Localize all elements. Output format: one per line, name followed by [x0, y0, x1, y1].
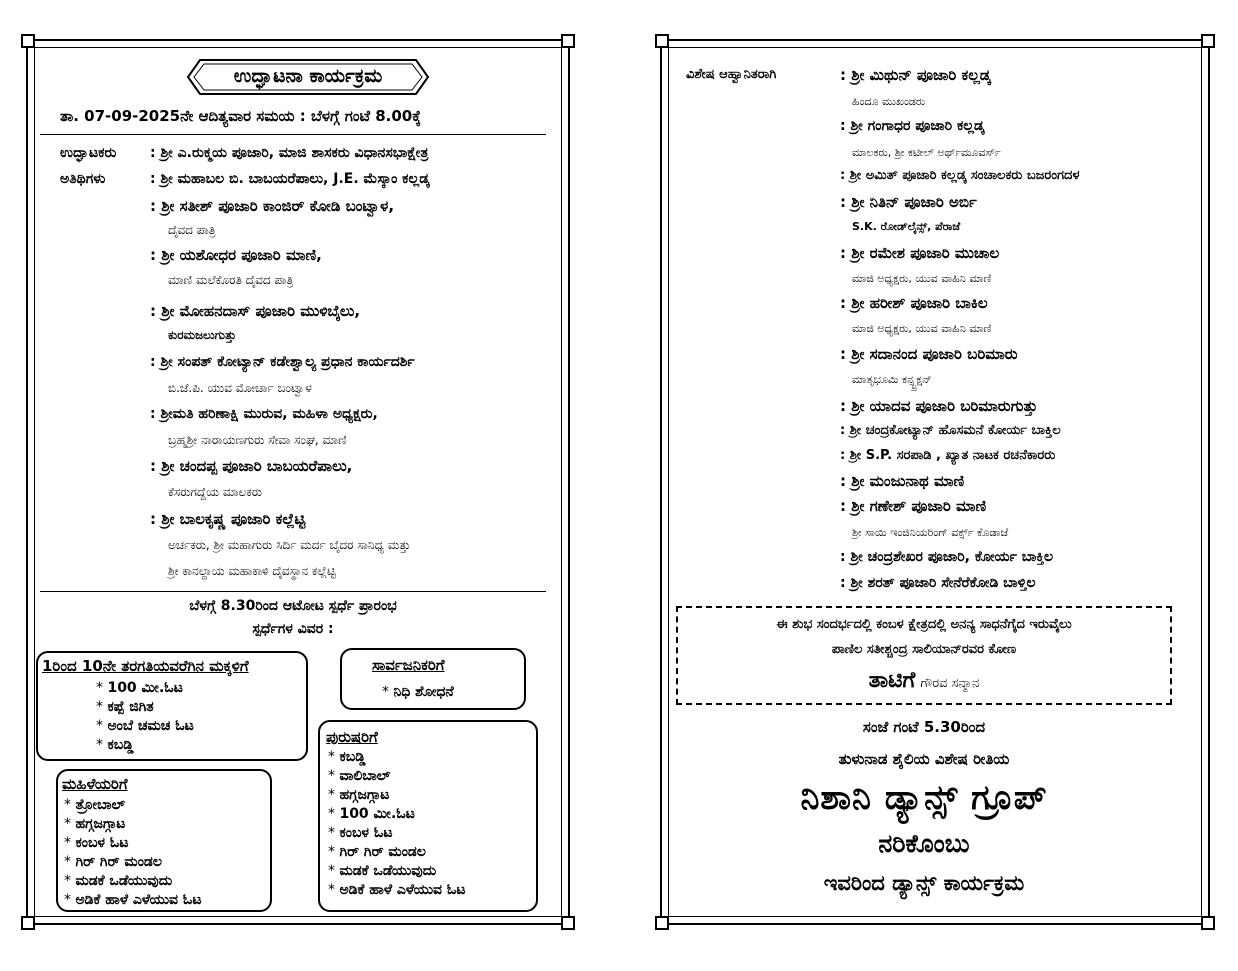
corner-ornament [655, 916, 669, 930]
guest-name: ಶ್ರೀ ಬಾಲಕೃಷ್ಣ ಪೂಜಾರಿ ಕಲ್ಲೆಟ್ಟಿ [161, 510, 306, 528]
guest-name: ಶ್ರೀ ಸಂಪತ್ ಕೋಟ್ಯಾನ್ ಕಡೇಶ್ವಾಲ್ಯ ಪ್ರಧಾನ ಕಾರ್ಯದರ್ಶಿ [160, 354, 415, 370]
invitee-desc: S.K. ರೋಡ್‌ಲೈನ್ಸ್, ಪೆರಾಜೆ [852, 220, 961, 233]
kids-title: 1ರಿಂದ 10ನೇ ತರಗತಿಯವರೆಗಿನ ಮಕ್ಕಳಿಗೆ [42, 657, 249, 675]
invitee-desc: ಮಾಜಿ ಅಧ್ಯಕ್ಷರು, ಯುವ ವಾಹಿನಿ ಮಾಣಿ [852, 272, 992, 285]
invitee-name: ಶ್ರೀ ರಮೇಶ ಪೂಜಾರಿ ಮುಚಾಲ [851, 244, 1000, 262]
games-details: ಸ್ಪರ್ಧೆಗಳ ವಿವರ : [252, 621, 334, 637]
honor-small: ಗೌರವ ಸನ್ಮಾನ [920, 676, 980, 691]
honor-big: ತಾಟಿಗೆ [868, 668, 916, 693]
honor-line-2: ಪಾಣಿಲ ಸತೀಶ್ಚಂದ್ರ ಸಾಲಿಯಾನ್‌ರವರ ಕೋಣ [831, 642, 1017, 657]
list-item: * ಅಂಬೆ ಚಮಚ ಓಟ [96, 717, 194, 736]
group-name: ನಿಶಾನಿ ಡ್ಯಾನ್ಸ್ ಗ್ರೂಪ್ [800, 778, 1048, 818]
guest-desc: ಶ್ರೀ ಕಾನಲ್ದಾಯ ಮಹಾಕಾಳಿ ದೈವಸ್ಥಾನ ಕಲ್ಲೆಟ್ಟಿ [168, 564, 336, 578]
guest-desc: ಕೆಸರುಗದ್ದೆಯ ಮಾಲಕರು [168, 485, 262, 499]
list-item: * ಹಗ್ಗಜಗ್ಗಾಟ [328, 786, 465, 805]
invitee-name: ಶ್ರೀ ಗಂಗಾಧರ ಪೂಜಾರಿ ಕಲ್ಲಡ್ಕ [850, 118, 985, 134]
guest-name: ಶ್ರೀ ಯಶೋಧರ ಪೂಜಾರಿ ಮಾಣಿ, [161, 246, 322, 264]
invitee-name: ಶ್ರೀ ಯಾದವ ಪೂಜಾರಿ ಬರಿಮಾರುಗುತ್ತು [851, 397, 1038, 415]
honor-line-1: ಈ ಶುಭ ಸಂದರ್ಭದಲ್ಲಿ ಕಂಬಳ ಕ್ಷೇತ್ರದಲ್ಲಿ ಅನನ್ಯ ಸಾಧನೆಗೈದ ಇರುವೈಲು [776, 617, 1072, 632]
list-item: * ಗಿರ್ ಗಿರ್ ಮಂಡಲ [64, 853, 201, 872]
invitee-name: ಶ್ರೀ ಅಮಿತ್ ಪೂಜಾರಿ ಕಲ್ಲಡ್ಕ ಸಂಚಾಲಕರು ಬಜರಂಗದಳ [849, 168, 1080, 183]
list-item: * ಗಿರ್ ಗಿರ್ ಮಂಡಲ [328, 843, 465, 862]
list-item: * 100 ಮೀ.ಓಟ [96, 679, 194, 698]
list-item: * ನಿಧಿ ಶೋಧನೆ [382, 683, 454, 702]
guest-name: ಶ್ರೀ ಚಂದಪ್ಪ ಪೂಜಾರಿ ಬಾಬಯರೆಪಾಲು, [161, 457, 353, 475]
guest-desc: ಕುರಮಜಲುಗುತ್ತು [168, 328, 237, 342]
date-line: ತಾ. 07-09-2025ನೇ ಆದಿತ್ಯವಾರ ಸಮಯ : ಬೆಳಗ್ಗೆ ಗಂಟೆ 8.00ಕ್ಕೆ [60, 107, 421, 125]
corner-ornament [1201, 34, 1215, 48]
corner-ornament [1201, 916, 1215, 930]
list-item: * ತ್ರೋಬಾಲ್ [64, 796, 201, 815]
invitee-desc: ಹಿಂದೂ ಮುಖಂಡರು [852, 95, 926, 108]
invitee-desc: ಮಾತೃಭೂಮಿ ಕನ್ಸ್ಟ್ರಕ್ಷನ್ [852, 373, 932, 386]
divider [40, 591, 546, 592]
games-start: ಬೆಳಗ್ಗೆ 8.30ರಿಂದ ಆಟೋಟ ಸ್ಪರ್ಧೆ ಪ್ರಾರಂಭ [189, 598, 397, 614]
invitee-name: ಶ್ರೀ ಮಿಥುನ್ ಪೂಜಾರಿ ಕಲ್ಲಡ್ಕ [851, 66, 991, 84]
women-title: ಮಹಿಳೆಯರಿಗೆ [62, 775, 128, 793]
guest-name: ಶ್ರೀಮತಿ ಹರಿಣಾಕ್ಷಿ ಮುರುವ, ಮಹಿಳಾ ಅಧ್ಯಕ್ಷರು, [160, 406, 378, 422]
list-item: * ಕಂಬಳ ಓಟ [328, 824, 465, 843]
list-item: * ಕಬಡ್ಡಿ [328, 748, 465, 767]
corner-ornament [561, 916, 575, 930]
list-item: * ಅಡಿಕೆ ಹಾಳೆ ಎಳೆಯುವ ಓಟ [64, 891, 201, 910]
list-item: * ಮಡಕೆ ಒಡೆಯುವುದು [64, 872, 201, 891]
group-place: ನರಿಕೊಂಬು [878, 829, 970, 858]
inaugurator-name: ಶ್ರೀ ಎ.ರುಕ್ಮಯ ಪೂಜಾರಿ, ಮಾಜಿ ಶಾಸಕರು ವಿಧಾನಸಭಾಕ್ಷೇತ್ರ [160, 145, 429, 161]
guest-desc: ದೈವದ ಪಾತ್ರಿ [168, 223, 216, 237]
invitee-name: ಶ್ರೀ ಹರೀಶ್ ಪೂಜಾರಿ ಬಾಕಿಲ [851, 294, 988, 312]
invitee-name: ಶ್ರೀ ಮಂಜುನಾಥ ಮಾಣಿ [851, 472, 965, 490]
public-list [382, 683, 454, 702]
invitee-name: ಶ್ರೀ ಚಂದ್ರಶೇಖರ ಪೂಜಾರಿ, ಕೋರ್ಯ ಬಾಕ್ತಿಲ [850, 549, 1054, 565]
invitee-desc: ಮಾಲಕರು, ಶ್ರೀ ಕಟೀಲ್ ಅರ್ಥ್‌ಮೂವರ್ಸ್ [852, 146, 1001, 159]
guest-name: ಶ್ರೀ ಮಹಾಬಲ ಬಿ. ಬಾಬಯರೆಪಾಲು, J.E. ಮೆಸ್ಕಾಂ ಕಲ್ಲಡ್ಕ [160, 171, 430, 187]
divider [40, 134, 546, 135]
dance-program: ಇವರಿಂದ ಡ್ಯಾನ್ಸ್ ಕಾರ್ಯಕ್ರಮ [823, 871, 1025, 895]
list-item: * ವಾಲಿಬಾಲ್ [328, 767, 465, 786]
guest-desc: ಅರ್ಚಕರು, ಶ್ರೀ ಮಹಾಗುರು ಸಿರ್ದಿ ಮರ್ದ ಬೈದರ ಸಾನಿಧ್ಯ ಮತ್ತು [168, 538, 411, 552]
invitee-name: ಶ್ರೀ ಚಂದ್ರಕೋಟ್ಯಾನ್ ಹೊಸಮನೆ ಕೋರ್ಯ ಬಾಕ್ತಿಲ [849, 423, 1061, 438]
guest-desc: ಮಾಣಿ ಮಲೆಕೊರತಿ ದೈವದ ಪಾತ್ರಿ [168, 273, 294, 287]
guest-name: ಶ್ರೀ ಸತೀಶ್ ಪೂಜಾರಿ ಕಾಂಜಿರ್ ಕೋಡಿ ಬಂಟ್ವಾಳ, [161, 197, 395, 215]
invitee-desc: ಶ್ರೀ ಸಾಯಿ ಇಂಜಿನಿಯರಿಂಗ್ ವರ್ಕ್ಸ್ ಕೊಡಾಜೆ [852, 526, 1009, 539]
guest-desc: ಬಿ.ಜೆ.ಪಿ. ಯುವ ಮೋರ್ಚಾ ಬಂಟ್ವಾಳ [168, 381, 312, 395]
style-line: ತುಳುನಾಡ ಶೈಲಿಯ ವಿಶೇಷ ರೀತಿಯ [838, 750, 1010, 768]
corner-ornament [21, 916, 35, 930]
list-item: * ಅಡಿಕೆ ಹಾಳೆ ಎಳೆಯುವ ಓಟ [328, 881, 465, 900]
guest-name: ಶ್ರೀ ಮೋಹನದಾಸ್ ಪೂಜಾರಿ ಮುಳಿಬೈಲು, [161, 302, 361, 320]
list-item: * ಮಡಕೆ ಒಡೆಯುವುದು [328, 862, 465, 881]
men-title: ಪುರುಷರಿಗೆ [326, 728, 378, 746]
public-title: ಸಾರ್ವಜನಿಕರಿಗೆ [372, 656, 445, 674]
corner-ornament [21, 34, 35, 48]
inaugurator-label: ಉದ್ಘಾಟಕರು [60, 145, 117, 161]
kids-list [96, 679, 194, 755]
invitee-desc: ಮಾಜಿ ಅಧ್ಯಕ್ಷರು, ಯುವ ವಾಹಿನಿ ಮಾಣಿ [852, 322, 992, 335]
list-item: * ಕಂಬಳ ಓಟ [64, 834, 201, 853]
invitee-name: ಶ್ರೀ ಶರತ್ ಪೂಜಾರಿ ಸೇನೆರೆಕೋಡಿ ಬಾಳ್ತಿಲ [850, 575, 1036, 591]
list-item: * 100 ಮೀ.ಓಟ [328, 805, 465, 824]
list-item: * ಕಪ್ಪೆ ಜಿಗಿತ [96, 698, 194, 717]
invitee-name: ಶ್ರೀ ನಿತಿನ್ ಪೂಜಾರಿ ಅರ್ಬಿ [851, 193, 977, 211]
corner-ornament [561, 34, 575, 48]
page-title: ಉದ್ಘಾಟನಾ ಕಾರ್ಯಕ್ರಮ [233, 65, 383, 87]
special-invitees-label: ವಿಶೇಷ ಆಹ್ವಾನಿತರಾಗಿ [686, 67, 777, 82]
invitee-name: ಶ್ರೀ ಗಣೇಶ್ ಪೂಜಾರಿ ಮಾಣಿ [851, 497, 987, 515]
corner-ornament [655, 34, 669, 48]
evening-time: ಸಂಜೆ ಗಂಟೆ 5.30ರಿಂದ [862, 718, 986, 736]
men-list [328, 748, 465, 900]
invitee-name: ಶ್ರೀ ಸದಾನಂದ ಪೂಜಾರಿ ಬರಿಮಾರು [851, 345, 1018, 363]
women-list [64, 796, 201, 910]
list-item: * ಹಗ್ಗಜಗ್ಗಾಟ [64, 815, 201, 834]
list-item: * ಕಬಡ್ಡಿ [96, 736, 194, 755]
guest-desc: ಬ್ರಹ್ಮಶ್ರೀ ನಾರಾಯಣಗುರು ಸೇವಾ ಸಂಘ, ಮಾಣಿ [168, 433, 347, 447]
invitee-name: ಶ್ರೀ S.P. ಸರಪಾಡಿ , ಖ್ಯಾತ ನಾಟಕ ರಚನೆಕಾರರು [849, 448, 1056, 463]
guests-label: ಅತಿಥಿಗಳು [60, 171, 106, 187]
